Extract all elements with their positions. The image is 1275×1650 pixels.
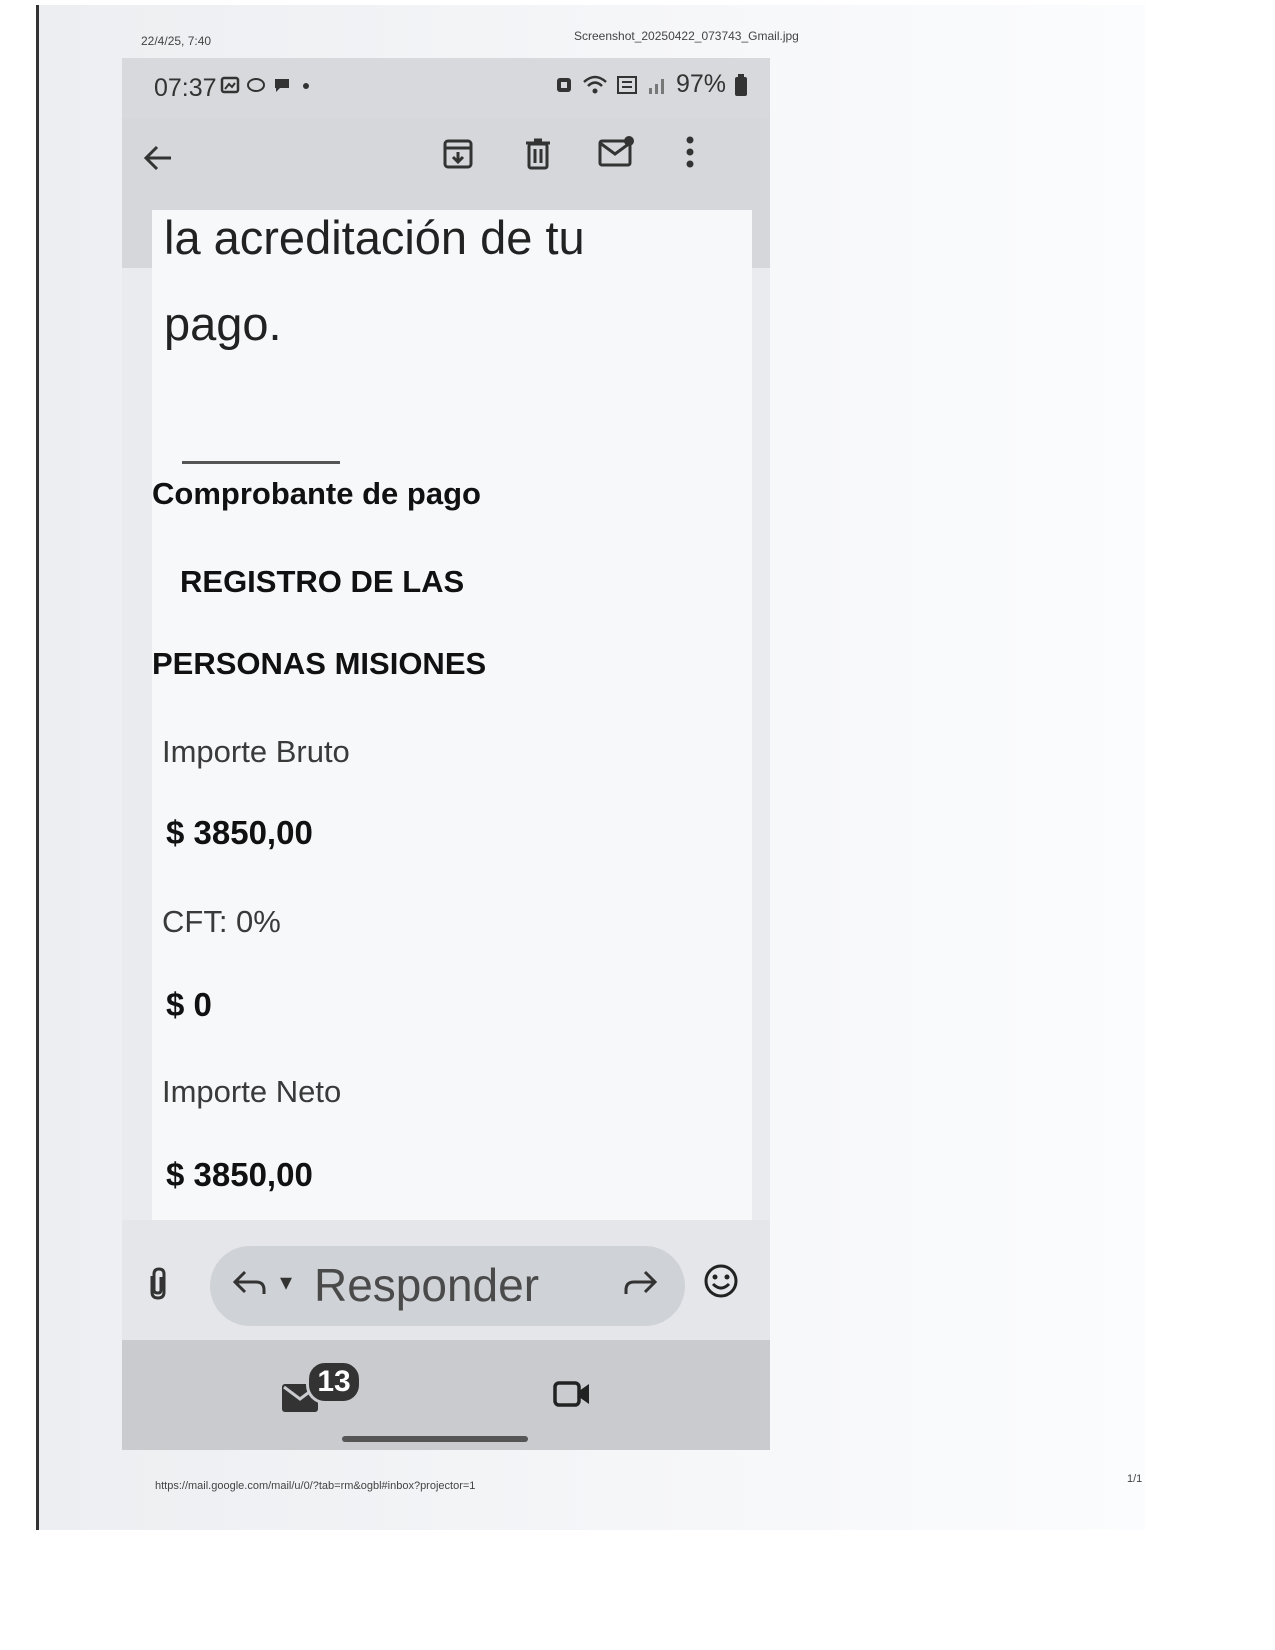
subject-line-1: la acreditación de tu [164, 211, 585, 264]
chat-icon [246, 76, 266, 94]
net-amount-label: Importe Neto [162, 1074, 342, 1109]
back-arrow-icon [141, 143, 175, 173]
more-options-button[interactable] [668, 130, 712, 174]
home-indicator[interactable] [342, 1436, 528, 1442]
gross-amount-label: Importe Bruto [162, 734, 350, 769]
volte-icon [616, 74, 638, 96]
merchant-line-2: PERSONAS MISIONES [152, 646, 487, 681]
alarm-icon [554, 75, 574, 95]
signal-icon [646, 74, 668, 96]
more-vert-icon [685, 135, 695, 169]
cft-amount-value: $ 0 [166, 986, 212, 1023]
attach-icon[interactable] [146, 1266, 170, 1300]
gallery-icon [220, 76, 240, 94]
battery-icon [734, 73, 748, 97]
net-amount-value: $ 3850,00 [166, 1156, 313, 1193]
meet-tab[interactable] [552, 1378, 592, 1415]
archive-icon [441, 137, 475, 171]
receipt-title: Comprobante de pago [152, 476, 481, 511]
subject-line-2: pago. [164, 297, 282, 350]
video-camera-icon [552, 1378, 592, 1410]
reply-label: Responder [314, 1259, 540, 1311]
trash-icon [523, 137, 553, 171]
gross-amount-value: $ 3850,00 [166, 814, 313, 851]
mark-unread-button[interactable] [594, 130, 638, 174]
mail-tab[interactable] [280, 1360, 370, 1430]
emoji-reaction-icon [702, 1262, 740, 1300]
merchant-line-1: REGISTRO DE LAS [180, 564, 465, 599]
back-button[interactable] [136, 136, 180, 180]
cft-label: CFT: 0% [162, 904, 281, 939]
mark-unread-icon [597, 135, 635, 169]
forward-icon[interactable] [622, 1268, 658, 1298]
wifi-icon [582, 74, 608, 96]
divider [182, 461, 340, 464]
email-body [152, 210, 752, 1280]
status-time: 07:37 [154, 74, 217, 102]
reply-icon [232, 1268, 268, 1298]
reply-options-caret-icon[interactable]: ▾ [280, 1269, 293, 1296]
battery-level: 97% [676, 70, 727, 98]
reply-button[interactable] [210, 1246, 685, 1326]
more-notifications-icon [298, 76, 318, 94]
unread-count-badge: 13 [306, 1360, 362, 1404]
reply-bar [122, 1220, 770, 1340]
print-page-number: 1/1 [1127, 1473, 1143, 1485]
print-title: Screenshot_20250422_073743_Gmail.jpg [574, 29, 799, 43]
notification-icons [220, 76, 318, 94]
status-bar [122, 58, 770, 118]
print-timestamp: 22/4/25, 7:40 [141, 34, 212, 48]
system-status-icons [554, 70, 748, 99]
delete-button[interactable] [516, 132, 560, 176]
print-url: https://mail.google.com/mail/u/0/?tab=rm&ogbl#inbox?projector=1 [155, 1480, 476, 1492]
message-icon [272, 76, 292, 94]
phone-screenshot [122, 58, 770, 1450]
bottom-navigation [122, 1340, 770, 1450]
archive-button[interactable] [436, 132, 480, 176]
